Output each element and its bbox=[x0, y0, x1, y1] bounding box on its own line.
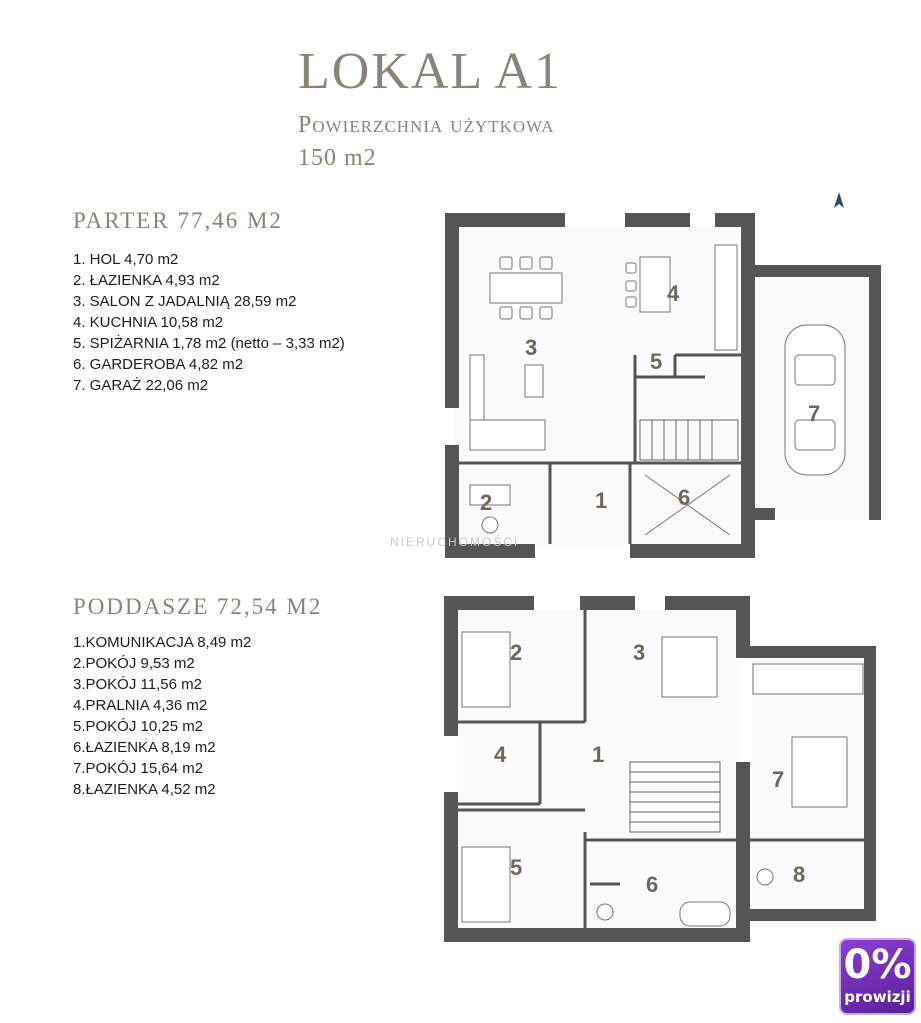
plan-number: 6 bbox=[678, 485, 691, 510]
list-item: 1. HOL 4,70 m2 bbox=[73, 251, 179, 268]
list-item: 7. GARAŻ 22,06 m2 bbox=[73, 377, 209, 394]
poddasze-title: PODDASZE 72,54 M2 bbox=[73, 594, 323, 619]
list-item: 4.PRALNIA 4,36 m2 bbox=[73, 697, 208, 714]
parter-floor-plan bbox=[440, 205, 888, 560]
badge-word: prowizji bbox=[844, 988, 911, 1006]
list-item: 1.KOMUNIKACJA 8,49 m2 bbox=[73, 634, 252, 651]
plan-number: 5 bbox=[650, 349, 663, 374]
list-item: 2.POKÓJ 9,53 m2 bbox=[73, 655, 195, 672]
list-item: 8.ŁAZIENKA 4,52 m2 bbox=[73, 781, 216, 798]
plan-number: 3 bbox=[525, 335, 538, 360]
list-item: 5. SPIŻARNIA 1,78 m2 (netto – 3,33 m2) bbox=[73, 335, 345, 352]
plan-number: 1 bbox=[592, 742, 605, 767]
page-subtitle: Powierzchnia użytkowa bbox=[298, 112, 555, 138]
commission-badge[interactable] bbox=[839, 938, 916, 1015]
list-item: 4. KUCHNIA 10,58 m2 bbox=[73, 314, 224, 331]
parter-title: PARTER 77,46 M2 bbox=[73, 208, 283, 233]
poddasze-floor-plan bbox=[440, 592, 888, 942]
list-item: 2. ŁAZIENKA 4,93 m2 bbox=[73, 272, 220, 289]
plan-number: 2 bbox=[480, 490, 493, 515]
plan-number: 6 bbox=[646, 872, 659, 897]
plan-number: 5 bbox=[510, 855, 523, 880]
list-item: 3.POKÓJ 11,56 m2 bbox=[73, 676, 202, 693]
badge-percent: 0% bbox=[843, 942, 912, 988]
total-area: 150 m2 bbox=[298, 145, 377, 171]
page-title: LOKAL A1 bbox=[298, 43, 562, 100]
poddasze-room-list bbox=[73, 632, 251, 800]
list-item: 6.ŁAZIENKA 8,19 m2 bbox=[73, 739, 216, 756]
list-item: 7.POKÓJ 15,64 m2 bbox=[73, 760, 204, 777]
plan-number: 4 bbox=[494, 742, 507, 767]
plan-number: 8 bbox=[793, 862, 806, 887]
list-item: 3. SALON Z JADALNIĄ 28,59 m2 bbox=[73, 293, 297, 310]
plan-number: 2 bbox=[510, 640, 523, 665]
parter-room-list bbox=[73, 249, 345, 396]
plan-number: 3 bbox=[633, 640, 646, 665]
list-item: 5.POKÓJ 10,25 m2 bbox=[73, 718, 204, 735]
list-item: 6. GARDEROBA 4,82 m2 bbox=[73, 356, 244, 373]
plan-number: 4 bbox=[667, 281, 680, 306]
plan-number: 7 bbox=[772, 767, 785, 792]
plan-number: 7 bbox=[808, 401, 821, 426]
plan-number: 1 bbox=[595, 488, 608, 513]
watermark-text: NIERUCHOMOŚCI bbox=[390, 535, 520, 549]
